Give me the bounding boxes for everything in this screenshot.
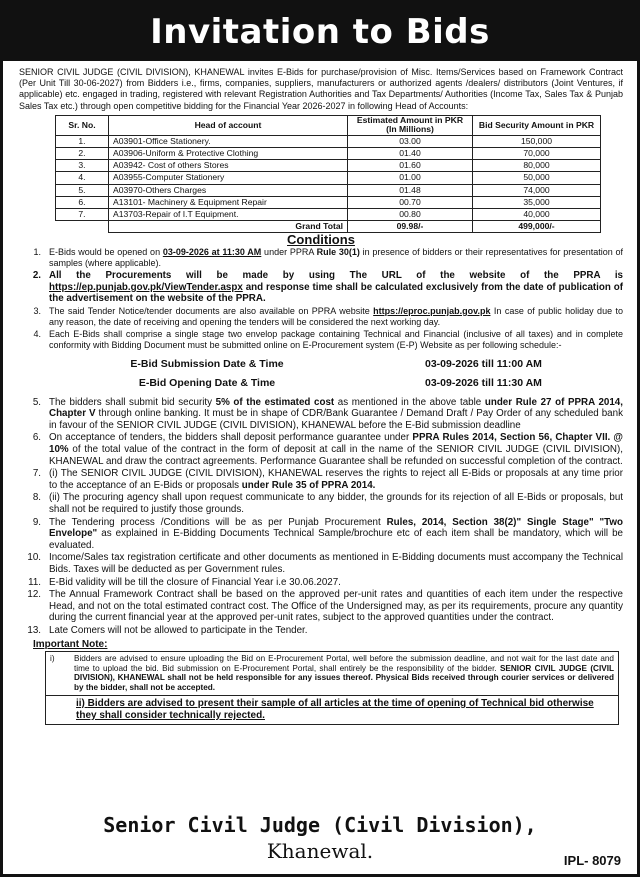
cell-bid-security: 150,000 bbox=[473, 135, 601, 147]
condition-number: 5. bbox=[32, 396, 41, 408]
signature-block bbox=[3, 813, 637, 863]
text-run: and response time shall be calculated exclusively from the date of publication of the advertisement on the website of the PPRA. bbox=[49, 281, 623, 305]
col-sr-no: Sr. No. bbox=[56, 115, 109, 135]
important-note-heading: Important Note: bbox=[33, 638, 108, 650]
condition-text bbox=[49, 397, 623, 432]
col-bid-security: Bid Security Amount in PKR bbox=[473, 115, 601, 135]
condition-text bbox=[49, 517, 623, 552]
accounts-table-body bbox=[56, 135, 601, 220]
condition-7 bbox=[19, 468, 623, 491]
text-run: as mentioned in the above table bbox=[334, 396, 485, 408]
cell-estimated-amount: 01.48 bbox=[348, 184, 473, 196]
cell-sr-no: 2. bbox=[56, 148, 109, 160]
emphasis: 5% of the estimated cost bbox=[215, 396, 335, 408]
condition-number: 4. bbox=[33, 329, 41, 340]
condition-9 bbox=[19, 517, 623, 552]
text-run: The bidders shall submit bid security bbox=[49, 396, 216, 408]
grand-total-estimated: 09.98/- bbox=[348, 221, 473, 233]
condition-text bbox=[49, 432, 623, 467]
intro-paragraph: SENIOR CIVIL JUDGE (CIVIL DIVISION), KHANEWAL invites E-Bids for purchase/provision of Misc. Items/Services based on Framework Contract (Per Unit Till 30-06-2027) from Bidders i.e., firms, companies, suppliers, manufacturers or authorized agents /dealers/ distributors (Joint Ventures, if applicable) etc. engaged in trading, registered with relevant Registration Authorities and Tax Departments/ Authorities (Income Tax, Sales Tax & Punjab Sales Tax etc.) through open competitive bidding for the Financial Year 2026-2027 in following Head of Accounts: bbox=[19, 67, 623, 111]
cell-estimated-amount: 00.80 bbox=[348, 209, 473, 221]
schedule-row-submission bbox=[49, 355, 609, 374]
text-run: of the total value of the contract in the form of deposit at call in the name of the SENIOR CIVIL JUDGE (CIVIL DIVISION), KHANEWAL and draw the contract agreements. Performance Guarantee shall be refunded on successful completion of the contract. bbox=[49, 444, 623, 467]
condition-text: (ii) The procuring agency shall upon request communicate to any bidder, the grounds for its rejection of all E-Bids or proposals, but shall not be required to justify those grounds. bbox=[49, 492, 623, 515]
cell-estimated-amount: 01.00 bbox=[348, 172, 473, 184]
cell-estimated-amount: 01.60 bbox=[348, 160, 473, 172]
conditions-heading: Conditions bbox=[287, 232, 355, 248]
condition-number: 8. bbox=[32, 492, 41, 504]
condition-number: 2. bbox=[32, 270, 41, 282]
schedule-row-opening bbox=[49, 374, 609, 393]
table-row bbox=[56, 135, 601, 147]
rule-ref: Rules, 2014, Section 38(2)" Single Stage" "Two Envelope" bbox=[49, 516, 623, 540]
notice-body bbox=[3, 61, 637, 725]
grand-total-security: 499,000/- bbox=[473, 221, 601, 233]
important-note-ii bbox=[46, 695, 618, 724]
schedule-table bbox=[49, 355, 609, 393]
col-estimated-amount: Estimated Amount in PKR (In Millions) bbox=[348, 115, 473, 135]
cell-head-of-account: A03942- Cost of others Stores bbox=[109, 160, 348, 172]
text-run: through online banking. It must be in shape of CDR/Bank Guarantee / Demand Draft / Pay Order of any scheduled bank in favour of the SENIOR CIVIL JUDGE (CIVIL DIVISION), KHANEWAL before the E-Bid submission deadline bbox=[49, 408, 623, 431]
opening-datetime: 03-09-2026 at 11:30 AM bbox=[162, 246, 262, 257]
accounts-table bbox=[55, 115, 601, 234]
rule-ref: under Rule 27 of PPRA 2014, Chapter V bbox=[49, 396, 623, 420]
condition-text bbox=[49, 306, 623, 328]
ipl-number: IPL- 8079 bbox=[563, 853, 621, 868]
condition-text bbox=[49, 270, 623, 305]
cell-sr-no: 1. bbox=[56, 135, 109, 147]
col-head-of-account: Head of account bbox=[109, 115, 348, 135]
table-row bbox=[56, 160, 601, 172]
cell-head-of-account: A03901-Office Stationery. bbox=[109, 135, 348, 147]
condition-13 bbox=[19, 625, 623, 637]
condition-number: 12. bbox=[27, 589, 41, 601]
text-run: Bidders are advised to ensure uploading the Bid on E-Procurement Portal, well before the submission deadline, and not wait for the last date and time to upload the bid. Bid submission on E-Procurement Portal, shall entirely be the responsibility of the bidder. bbox=[74, 653, 614, 673]
text-run: as explained in E-Bidding Documents Technical Sample/brochure etc of each item shall be mandatory, which will be evaluated. bbox=[49, 528, 623, 551]
page-title: Invitation to Bids bbox=[150, 12, 490, 52]
conditions-list bbox=[19, 247, 623, 352]
note-key: i) bbox=[50, 653, 55, 663]
table-row bbox=[56, 172, 601, 184]
condition-number: 13. bbox=[27, 624, 41, 636]
condition-number: 1. bbox=[33, 246, 41, 257]
schedule-value: 03-09-2026 till 11:30 AM bbox=[425, 376, 542, 389]
cell-sr-no: 3. bbox=[56, 160, 109, 172]
cell-sr-no: 5. bbox=[56, 184, 109, 196]
total-blank-cell bbox=[56, 221, 109, 233]
text-run: in presence of bidders or their representatives for presentation of samples (where applicable). bbox=[49, 246, 623, 268]
condition-12 bbox=[19, 589, 623, 624]
text-run: The said Tender Notice/tender documents are also available on PPRA website bbox=[49, 305, 374, 316]
cell-head-of-account: A13703-Repair of I.T Equipment. bbox=[109, 209, 348, 221]
condition-number: 11. bbox=[28, 576, 41, 588]
text-run: On acceptance of tenders, the bidders shall deposit performance guarantee under bbox=[49, 432, 413, 444]
text-run: In case of public holiday due to any reason, the date of receiving and opening the tenders will be considered the next working day. bbox=[49, 305, 624, 328]
table-row bbox=[56, 184, 601, 196]
text-run-bold: SENIOR CIVIL JUDGE (CIVIL DIVISION), KHANEWAL shall not be held responsible for any issues thereof. Physical Bids received through courier services or delivered by the bidder, shall not be accepted. bbox=[74, 663, 614, 693]
condition-text bbox=[49, 247, 623, 269]
condition-number: 3. bbox=[33, 305, 41, 316]
condition-6 bbox=[19, 432, 623, 467]
rule-ref: under Rule 35 of PPRA 2014. bbox=[241, 479, 376, 491]
text-run: E-Bids would be opened on bbox=[49, 246, 163, 257]
conditions-list-continued bbox=[19, 397, 623, 637]
condition-2 bbox=[19, 270, 623, 305]
grand-total-label: Grand Total bbox=[109, 221, 348, 233]
important-note-i bbox=[46, 652, 618, 695]
cell-bid-security: 70,000 bbox=[473, 148, 601, 160]
rule-ref: Rule 30(1) bbox=[316, 246, 360, 257]
table-header-row bbox=[56, 115, 601, 135]
schedule-value: 03-09-2026 till 11:00 AM bbox=[425, 357, 542, 370]
issuer-location: Khanewal. bbox=[266, 839, 374, 863]
condition-8 bbox=[19, 492, 623, 515]
condition-1 bbox=[19, 247, 623, 269]
rule-ref: PPRA Rules 2014, Section 56, Chapter VII. @ 10% bbox=[49, 432, 623, 456]
text-run: All the Procurements will be made by using The URL of the website of the PPRA is bbox=[49, 270, 623, 282]
ppra-link[interactable]: https://ep.punjab.gov.pk/ViewTender.aspx bbox=[49, 281, 243, 293]
cell-sr-no: 6. bbox=[56, 196, 109, 208]
cell-head-of-account: A03955-Computer Stationery bbox=[109, 172, 348, 184]
cell-estimated-amount: 00.70 bbox=[348, 196, 473, 208]
cell-sr-no: 4. bbox=[56, 172, 109, 184]
table-row bbox=[56, 196, 601, 208]
cell-bid-security: 35,000 bbox=[473, 196, 601, 208]
condition-5 bbox=[19, 397, 623, 432]
cell-head-of-account: A03970-Others Charges bbox=[109, 184, 348, 196]
cell-bid-security: 50,000 bbox=[473, 172, 601, 184]
note-text: Bidders are advised to present their sample of all articles at the time of opening of Technical bid otherwise they shall consider technically rejected. bbox=[76, 697, 594, 721]
grand-total-row bbox=[56, 221, 601, 233]
condition-text bbox=[49, 468, 623, 491]
cell-bid-security: 40,000 bbox=[473, 209, 601, 221]
cell-estimated-amount: 01.40 bbox=[348, 148, 473, 160]
condition-text: The Annual Framework Contract shall be based on the approved per-unit rates and quantities of each item under the respective Head, and not on the total estimated contract cost. The Office of the Undersigned may, as per its requirements, procure any quantity during the current financial year at the approved per-unit rates, subject to the approved quantities under the contract. bbox=[49, 589, 623, 624]
cell-bid-security: 74,000 bbox=[473, 184, 601, 196]
condition-text: Each E-Bids shall comprise a single stage two envelop package containing Technical and Financial (inclusive of all taxes) and in complete conformity with Bidding Document must be submitted online on E-Procurement system (E-P) Website as per following schedule:- bbox=[49, 329, 623, 351]
header-bar bbox=[3, 3, 637, 61]
condition-text: E-Bid validity will be till the closure of Financial Year i.e 30.06.2027. bbox=[49, 576, 341, 588]
cell-sr-no: 7. bbox=[56, 209, 109, 221]
issuer-title: Senior Civil Judge (Civil Division), bbox=[103, 813, 537, 837]
condition-10 bbox=[19, 552, 623, 575]
condition-4 bbox=[19, 329, 623, 351]
schedule-label: E-Bid Submission Date & Time bbox=[130, 357, 284, 370]
condition-number: 10. bbox=[27, 552, 41, 564]
cell-bid-security: 80,000 bbox=[473, 160, 601, 172]
cell-head-of-account: A03906-Uniform & Protective Clothing bbox=[109, 148, 348, 160]
table-row bbox=[56, 209, 601, 221]
condition-number: 7. bbox=[32, 468, 41, 480]
condition-text: Late Comers will not be allowed to participate in the Tender. bbox=[49, 624, 308, 636]
table-row bbox=[56, 148, 601, 160]
cell-estimated-amount: 03.00 bbox=[348, 135, 473, 147]
note-key: ii) bbox=[76, 697, 85, 709]
text-run: under PPRA bbox=[261, 246, 317, 257]
condition-number: 9. bbox=[32, 516, 41, 528]
note-text bbox=[74, 654, 614, 693]
text-run: The Tendering process /Conditions will be as per Punjab Procurement bbox=[49, 516, 387, 528]
condition-number: 6. bbox=[32, 432, 41, 444]
condition-text: Income/Sales tax registration certificate and other documents as mentioned in E-Bidding documents must accompany the Technical Bids. Taxes will be deducted as per Government rules. bbox=[49, 552, 623, 575]
schedule-label: E-Bid Opening Date & Time bbox=[138, 376, 276, 389]
text-run: (i) The SENIOR CIVIL JUDGE (CIVIL DIVISION), KHANEWAL reserves the rights to reject all E-Bids or proposals at any time prior to the acceptance of an E-Bids or proposals bbox=[49, 468, 623, 491]
condition-11 bbox=[19, 577, 623, 589]
eproc-link[interactable]: https://eproc.punjab.gov.pk bbox=[373, 305, 491, 316]
condition-3 bbox=[19, 306, 623, 328]
important-note-box bbox=[45, 651, 619, 725]
cell-head-of-account: A13101- Machinery & Equipment Repair bbox=[109, 196, 348, 208]
